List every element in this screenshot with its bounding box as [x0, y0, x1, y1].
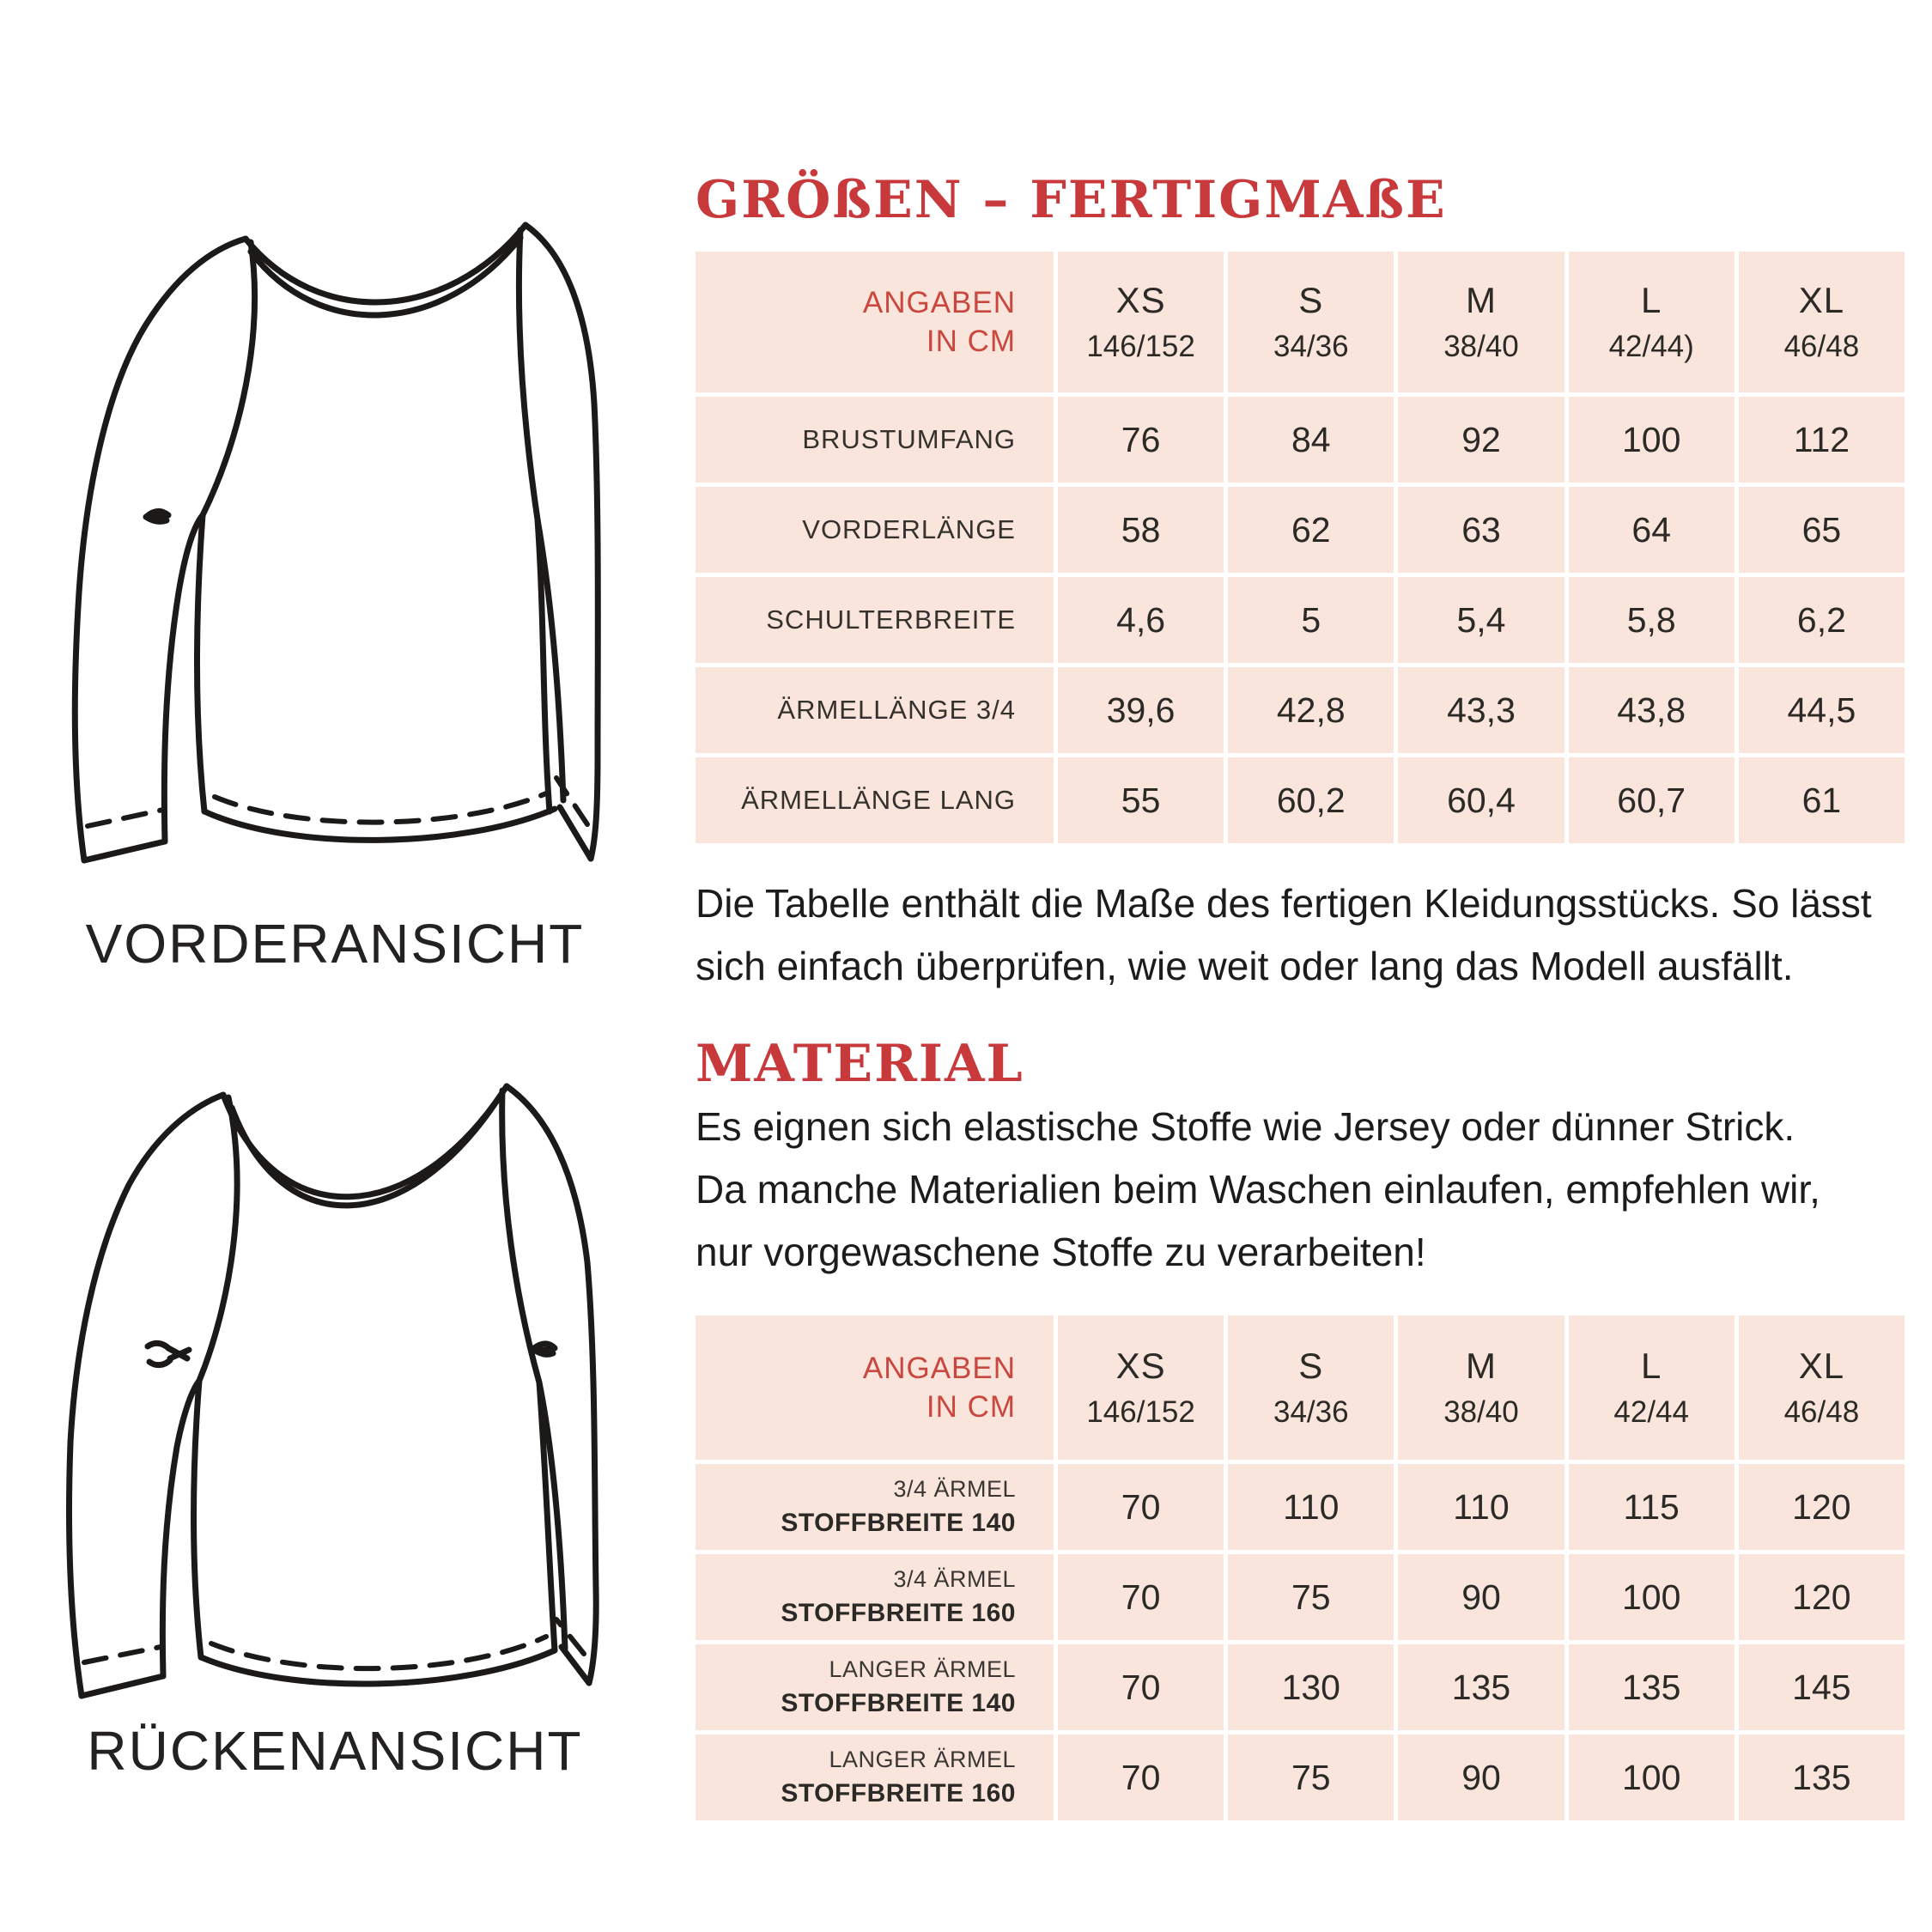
material-intro-text: Es eignen sich elastische Stoffe wie Jersey oder dünner Strick. Da manche Materialien beim Waschen einlaufen, empfehlen wir, nur vorgewaschene Stoffe zu verarbeiten!: [696, 1104, 1820, 1274]
cell-value: 60,7: [1569, 757, 1735, 843]
cell-value: 43,3: [1398, 667, 1564, 753]
cell-value: 43,8: [1569, 667, 1735, 753]
cell-value: 135: [1398, 1644, 1564, 1730]
cell-value: 130: [1228, 1644, 1394, 1730]
material-section-title: MATERIAL: [696, 1034, 1024, 1094]
row-label: BRUSTUMFANG: [696, 397, 1054, 483]
cell-value: 120: [1739, 1554, 1905, 1640]
cell-value: 120: [1739, 1464, 1905, 1550]
cell-value: 75: [1228, 1554, 1394, 1640]
cell-value: 60,2: [1228, 757, 1394, 843]
size-col-header-xl: XL 46/48: [1739, 1315, 1905, 1460]
cell-value: 90: [1398, 1554, 1564, 1640]
cell-value: 42,8: [1228, 667, 1394, 753]
cell-value: 76: [1058, 397, 1224, 483]
cell-value: 64: [1569, 487, 1735, 573]
size-col-header-m: M 38/40: [1398, 1315, 1564, 1460]
cell-value: 70: [1058, 1554, 1224, 1640]
cell-value: 90: [1398, 1735, 1564, 1820]
back-view-label: RÜCKENANSICHT: [87, 1720, 583, 1782]
row-label: VORDERLÄNGE: [696, 487, 1054, 573]
row-label: SCHULTERBREITE: [696, 577, 1054, 663]
cell-value: 63: [1398, 487, 1564, 573]
size-col-header-l: L 42/44: [1569, 1315, 1735, 1460]
cell-value: 4,6: [1058, 577, 1224, 663]
cell-value: 115: [1569, 1464, 1735, 1550]
row-label: LANGER ÄRMEL STOFFBREITE 140: [696, 1644, 1054, 1730]
size-col-header-m: M 38/40: [1398, 252, 1564, 392]
cell-value: 75: [1228, 1735, 1394, 1820]
cell-value: 61: [1739, 757, 1905, 843]
cell-value: 100: [1569, 397, 1735, 483]
sizes-section-title: GRÖßEN – FERTIGMAßE: [696, 170, 1447, 230]
cell-value: 65: [1739, 487, 1905, 573]
front-view-drawing: [34, 129, 601, 910]
size-table-note: Die Tabelle enthält die Maße des fertigen Kleidungsstücks. So lässt sich einfach überprüfen, wie weit oder lang das Modell ausfällt.: [696, 881, 1872, 988]
cell-value: 55: [1058, 757, 1224, 843]
row-label: LANGER ÄRMEL STOFFBREITE 160: [696, 1735, 1054, 1820]
table-corner-label: ANGABEN IN CM: [696, 1315, 1054, 1460]
cell-value: 5,8: [1569, 577, 1735, 663]
fabric-requirements-table: [696, 1315, 1905, 1820]
cell-value: 5,4: [1398, 577, 1564, 663]
size-col-header-s: S 34/36: [1228, 252, 1394, 392]
cell-value: 84: [1228, 397, 1394, 483]
cell-value: 70: [1058, 1735, 1224, 1820]
cell-value: 39,6: [1058, 667, 1224, 753]
row-label: 3/4 ÄRMEL STOFFBREITE 160: [696, 1554, 1054, 1640]
cell-value: 110: [1398, 1464, 1564, 1550]
size-col-header-s: S 34/36: [1228, 1315, 1394, 1460]
cell-value: 100: [1569, 1735, 1735, 1820]
cell-value: 6,2: [1739, 577, 1905, 663]
table-corner-label: ANGABEN IN CM: [696, 252, 1054, 392]
cell-value: 5: [1228, 577, 1394, 663]
size-col-header-xl: XL 46/48: [1739, 252, 1905, 392]
cell-value: 100: [1569, 1554, 1735, 1640]
cell-value: 60,4: [1398, 757, 1564, 843]
cell-value: 135: [1739, 1735, 1905, 1820]
cell-value: 70: [1058, 1644, 1224, 1730]
cell-value: 112: [1739, 397, 1905, 483]
cell-value: 135: [1569, 1644, 1735, 1730]
finished-measurements-table: [696, 252, 1905, 843]
cell-value: 62: [1228, 487, 1394, 573]
cell-value: 145: [1739, 1644, 1905, 1730]
size-col-header-l: L 42/44): [1569, 252, 1735, 392]
row-label: ÄRMELLÄNGE LANG: [696, 757, 1054, 843]
size-col-header-xs: XS 146/152: [1058, 252, 1224, 392]
cell-value: 110: [1228, 1464, 1394, 1550]
row-label: ÄRMELLÄNGE 3/4: [696, 667, 1054, 753]
cell-value: 58: [1058, 487, 1224, 573]
cell-value: 92: [1398, 397, 1564, 483]
row-label: 3/4 ÄRMEL STOFFBREITE 140: [696, 1464, 1054, 1550]
size-col-header-xs: XS 146/152: [1058, 1315, 1224, 1460]
cell-value: 70: [1058, 1464, 1224, 1550]
front-view-label: VORDERANSICHT: [85, 913, 585, 975]
back-view-drawing: [34, 1056, 601, 1735]
cell-value: 44,5: [1739, 667, 1905, 753]
